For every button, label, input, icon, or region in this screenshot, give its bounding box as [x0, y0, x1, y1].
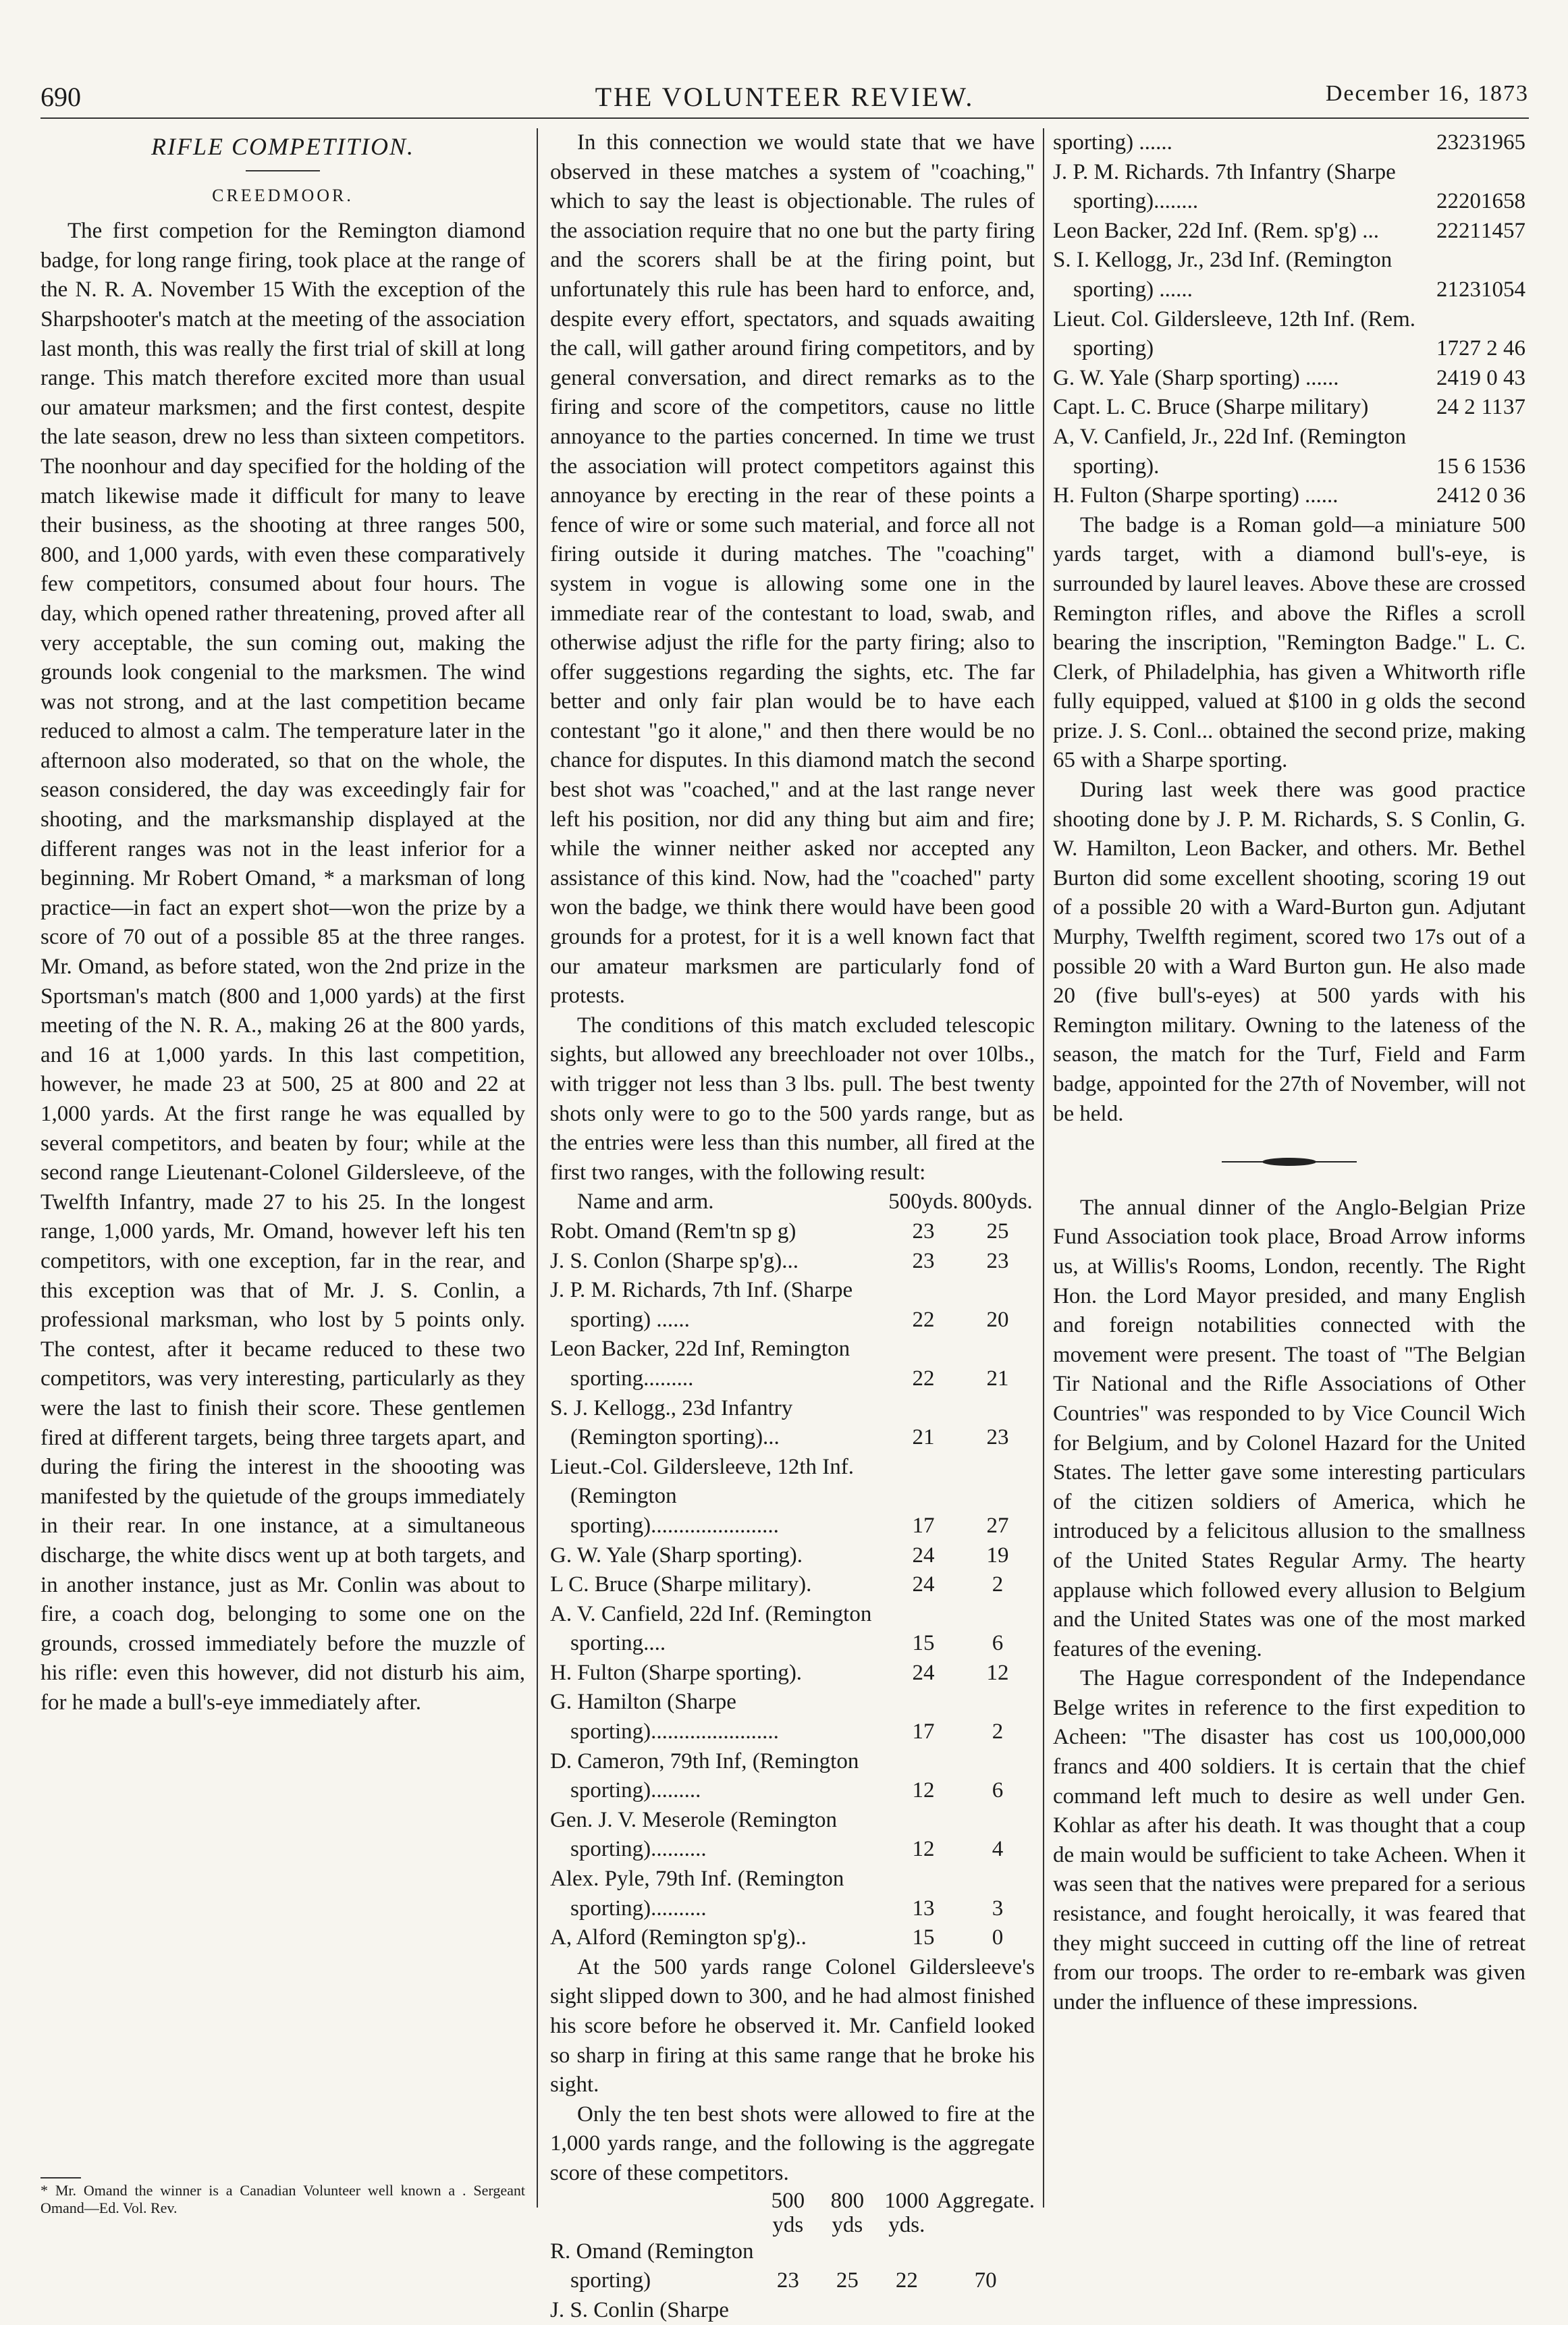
- score-cell: 70: [974, 2268, 997, 2293]
- score-cell: 0: [992, 1925, 1004, 1950]
- score-cell: 2: [992, 1572, 1004, 1597]
- score-cell: 3: [992, 1896, 1004, 1921]
- table-header-row: [550, 2189, 1035, 2237]
- table-row: [550, 1688, 1035, 1746]
- score-cell: 6: [992, 1631, 1004, 1656]
- score-cell: 24: [1436, 365, 1459, 390]
- score-cell: 12: [986, 1660, 1009, 1685]
- aggregate-score-table-continued: [1053, 128, 1525, 511]
- competitor-cell: [1053, 423, 1436, 481]
- competitor-cell: [1053, 128, 1436, 158]
- competitor-name: L C. Bruce (Sharpe military).: [550, 1572, 812, 1597]
- competitor-cell: [1053, 246, 1436, 304]
- competitor-name: Alex. Pyle, 79th Inf. (Remington sporting)..........: [550, 1867, 844, 1921]
- masthead: [40, 81, 1529, 122]
- score-cell: [758, 2296, 817, 2325]
- score-cell: 0: [1486, 365, 1498, 390]
- table-row: [550, 1453, 1035, 1541]
- score-cell: 20: [1459, 189, 1481, 214]
- article-paragraph: The annual dinner of the Anglo-Belgian Prize Fund Association took place, Broad Arrow informs us, at Willis's Rooms, London, recently. The Right Hon. the Lord Mayor presided, and many English and foreign notabilities connected with the movement were present. The toast of "The Belgian Tir National and the Rifle Associations of Other Countries" was responded to by Vice Council Wich for Belgium, and by Colonel Hazard for the United States. The letter gave some interesting particulars of the citizen soldiers of America, which he introduced by a felicitous allusion to the smallness of the United States Regular Army. The hearty applause which followed every allusion to Belgium and the United States was one of the most marked features of the evening.: [1053, 1195, 1525, 1661]
- section-subtitle: CREEDMOOR.: [212, 185, 354, 205]
- score-cell: 6: [992, 1778, 1004, 1803]
- score-cell: 2: [1486, 336, 1498, 361]
- score-cell: 54: [1503, 277, 1525, 302]
- score-cell: 4: [992, 1837, 1004, 1862]
- footnote-rule: [40, 2177, 81, 2179]
- table-header-cell: 800yds.: [963, 1190, 1033, 1214]
- score-cell: 23: [776, 2268, 799, 2293]
- competitor-name: Lieut.-Col. Gildersleeve, 12th Inf. (Remington sporting).......................: [550, 1454, 854, 1538]
- competitor-cell: [550, 1688, 886, 1746]
- table-header-cell: 800 yds: [830, 2188, 865, 2237]
- competitor-cell: [1053, 217, 1436, 246]
- score-cell: 21: [1459, 218, 1481, 243]
- score-cell: 46: [1503, 336, 1525, 361]
- table-header-cell: [550, 2189, 758, 2237]
- competitor-cell: [550, 1335, 886, 1393]
- table-header-cell: 500yds.: [888, 1190, 958, 1214]
- score-cell: 19: [986, 1543, 1009, 1568]
- article-paragraph: In this connection we would state that we have observed in these matches a system of "coaching," which to say the least is objectionable. The rules of the association require that no one but the party firing and the scorers shall be at the firing point, but unfortunately this rule has been hard to enforce, and, despite every effort, spectators, and squads awaiting the call, will gather around firing competitors, and by general conversation, and direct remarks as to the firing and score of the competitors, cause no little annoyance to the parties concerned. In time we trust the association will protect competitors against this annoyance by erecting in the rear of these points a fence of wire or some such material, and force all not firing outside it during matches. The "coaching" system in vogue is allowing some one in the immediate rear of the contestant to load, swab, and otherwise adjust the rifle for the party firing; also to offer suggestions regarding the sights, etc. The far better and only fair plan would be to have each contestant "go it alone," and then there would be no chance for disputes. In this diamond match the second best shot was "coached," and at the last range never left his position, nor did any thing but aim and fire; while the winner neither asked nor accepted any assistance of this kind. Now, had the "coached" party won the badge, we think there would have been good grounds for a protest, for it is a well known fact that our amateur marksmen are particularly fond of protests.: [550, 130, 1035, 1009]
- divider-ornament-icon: [1222, 1156, 1357, 1167]
- score-cell: 15: [1436, 454, 1459, 479]
- competitor-cell: [550, 1276, 886, 1335]
- score-cell: 24: [912, 1572, 935, 1597]
- competitor-cell: [1053, 393, 1436, 423]
- competitor-name: H. Fulton (Sharpe sporting) ......: [1053, 483, 1339, 508]
- score-cell: 22: [912, 1366, 935, 1391]
- table-header-row: [550, 1187, 1035, 1217]
- table-row: [1053, 481, 1525, 511]
- score-cell: 15: [1481, 454, 1503, 479]
- competitor-name: J. P. M. Richards. 7th Infantry (Sharpe sporting)........: [1053, 159, 1396, 214]
- column-1: [40, 128, 525, 2160]
- column-2: [550, 128, 1035, 2322]
- competitor-name: sporting) ......: [1053, 130, 1172, 155]
- competitor-name: Robt. Omand (Rem'tn sp g): [550, 1219, 796, 1244]
- score-cell: 2: [992, 1719, 1004, 1744]
- score-cell: 24: [912, 1543, 935, 1568]
- article-paragraph: The badge is a Roman gold—a miniature 500 yards target, with a diamond bull's-eye, is surrounded by laurel leaves. Above these are crossed Remington rifles, and above the Rifles a scroll bearing the inscription, "Remington Badge." L. C. Clerk, of Philadelphia, has given a Whitworth rifle fully equipped, valued at $100 in g olds the second prize. J. S. Conl... obtained the second prize, making 65 with a Sharpe sporting.: [1053, 512, 1525, 773]
- competitor-name: R. Omand (Remington sporting): [550, 2239, 754, 2293]
- table-row: [1053, 393, 1525, 423]
- table-row: [550, 1806, 1035, 1865]
- footnote: * Mr. Omand the winner is a Canadian Volunteer well known a . Sergeant Omand—Ed. Vol. Rev.: [40, 2182, 525, 2216]
- issue-date: December 16, 1873: [1325, 81, 1529, 106]
- competitor-cell: [1053, 481, 1436, 511]
- score-cell: 23: [1436, 130, 1459, 155]
- competitor-name: G. Hamilton (Sharpe sporting).......................: [550, 1690, 779, 1744]
- table-row: [550, 1659, 1035, 1688]
- score-cell: 23: [986, 1425, 1009, 1450]
- score-cell: 0: [1486, 483, 1498, 508]
- competitor-name: S. J. Kellogg., 23d Infantry (Remington sporting)...: [550, 1395, 793, 1450]
- score-cell: 36: [1503, 483, 1525, 508]
- table-row: [1053, 158, 1525, 217]
- competitor-cell: [550, 1747, 886, 1806]
- competitor-cell: [550, 1247, 886, 1277]
- score-cell: 6: [1464, 454, 1476, 479]
- score-cell: 27: [1459, 336, 1481, 361]
- publication-title: THE VOLUNTEER REVIEW.: [595, 82, 975, 112]
- competitor-name: G. W. Yale (Sharp sporting) ......: [1053, 365, 1339, 390]
- score-cell: 2: [1464, 395, 1476, 420]
- section-title: RIFLE COMPETITION.: [151, 133, 414, 160]
- score-cell: 25: [986, 1219, 1009, 1244]
- table-row: [550, 2237, 1035, 2296]
- competitor-name: A, Alford (Remington sp'g)..: [550, 1925, 807, 1950]
- score-cell: 20: [986, 1307, 1009, 1332]
- score-cell: 22: [1436, 218, 1459, 243]
- competitor-name: Leon Backer, 22d Inf. (Rem. sp'g) ...: [1053, 218, 1379, 243]
- table-row: [1053, 305, 1525, 364]
- masthead-rule: [40, 117, 1529, 119]
- column-rule-1: [537, 128, 538, 2208]
- score-cell: 37: [1503, 395, 1525, 420]
- article-paragraph: Only the ten best shots were allowed to fire at the 1,000 yards range, and the following is the aggregate score of these competitors.: [550, 2102, 1035, 2185]
- score-cell: 27: [986, 1513, 1009, 1538]
- competitor-cell: [1053, 305, 1436, 364]
- competitor-cell: [550, 1394, 886, 1453]
- score-cell: 12: [912, 1778, 935, 1803]
- competitor-name: J. S. Conlin (Sharpe: [550, 2297, 729, 2322]
- article-paragraph: The Hague correspondent of the Independance Belge writes in reference to the first expedition to Acheen: "The disaster has cost us 100,000,000 francs and 400 soldiers. It is certain that the chief command left much to desire as well under Gen. Kohlar as after his death. It was thought that a coup de main would be sufficient to take Acheen. When it was seen that the natives were prepared for a serious resistance, and fought heroically, it was feared that they might succeed in cutting off the line of retreat from our troops. The order to re-embark was given under the influence of these impressions.: [1053, 1666, 1525, 2014]
- table-row: [550, 1335, 1035, 1393]
- competitor-cell: [1053, 158, 1436, 217]
- competitor-cell: [550, 2237, 758, 2296]
- table-row: [1053, 217, 1525, 246]
- table-row: [550, 1600, 1035, 1659]
- score-cell: 24: [1436, 395, 1459, 420]
- table-row: [1053, 364, 1525, 394]
- score-cell: 17: [1436, 336, 1459, 361]
- score-cell: 43: [1503, 365, 1525, 390]
- title-rule: [246, 170, 320, 171]
- score-cell: 17: [912, 1513, 935, 1538]
- competitor-name: Lieut. Col. Gildersleeve, 12th Inf. (Rem. sporting): [1053, 306, 1416, 361]
- table-header-cell: Aggregate.: [936, 2188, 1035, 2213]
- score-cell: 17: [912, 1719, 935, 1744]
- competitor-cell: [550, 1865, 886, 1923]
- table-row: [550, 2296, 1035, 2325]
- competitor-cell: [1053, 364, 1436, 394]
- score-cell: 23: [1459, 277, 1481, 302]
- score-cell: 10: [1481, 277, 1503, 302]
- table-row: [1053, 423, 1525, 481]
- score-cell: 23: [986, 1248, 1009, 1273]
- page-number: 690: [40, 82, 81, 112]
- table-row: [1053, 246, 1525, 304]
- score-cell: 24: [1436, 483, 1459, 508]
- score-cell: 19: [1481, 130, 1503, 155]
- score-cell: 36: [1503, 454, 1525, 479]
- score-cell: 22: [1436, 189, 1459, 214]
- table-header-cell: 1000 yds.: [884, 2188, 929, 2237]
- table-row: [550, 1747, 1035, 1806]
- score-table-two-ranges: [550, 1187, 1035, 1952]
- score-cell: 22: [912, 1307, 935, 1332]
- aggregate-score-table: [550, 2189, 1035, 2325]
- score-cell: [936, 2296, 1035, 2325]
- competitor-cell: [550, 1923, 886, 1953]
- competitor-name: J. P. M. Richards, 7th Inf. (Sharpe sporting) ......: [550, 1278, 853, 1332]
- competitor-name: G. W. Yale (Sharp sporting).: [550, 1543, 803, 1568]
- competitor-cell: [550, 1453, 886, 1541]
- competitor-cell: [550, 1570, 886, 1600]
- competitor-name: Capt. L. C. Bruce (Sharpe military): [1053, 395, 1369, 420]
- score-cell: 24: [912, 1660, 935, 1685]
- competitor-cell: [550, 1541, 886, 1571]
- table-header-cell: Name and arm.: [577, 1190, 714, 1214]
- table-header-cell: 500 yds: [771, 2188, 805, 2237]
- score-cell: [817, 2296, 877, 2325]
- column-3: [1053, 128, 1525, 2208]
- table-row: [1053, 128, 1525, 158]
- article-paragraph: The first competion for the Remington diamond badge, for long range firing, took place at the range of the N. R. A. November 15 With the exception of the Sharpshooter's match at the meeting of the association last month, this was really the first trial of skill at long range. This match therefore excited more than usual our amateur marksmen; and the first contest, despite the late season, drew no less than sixteen competitors. The noonhour and day specified for the holding of the match likewise made it difficult for many to leave their business, as the shooting at three ranges 500, 800, and 1,000 yards, with even these comparatively few competitors, consumed about four hours. The day, which opened rather threatening, proved after all very acceptable, the sun coming out, making the grounds look congenial to the marksmen. The wind was not strong, and at the last competition became reduced to almost a calm. The temperature later in the afternoon also moderated, so that on the whole, the season considered, the day was exceedingly fair for shooting, and the marksmanship displayed at the different ranges was not in the least inferior for a beginning. Mr Robert Omand, * a marksman of long practice—in fact an expert shot—won the prize by a score of 70 out of a possible 85 at the three ranges. Mr. Omand, as before stated, won the 2nd prize in the Sportsman's match (800 and 1,000 yards) at the first meeting of the N. R. A., making 26 at the 800 yards, and 16 at 1,000 yards. In this last competition, however, he made 23 at 500, 25 at 800 and 22 at 1,000 yards. At the first range he was equalled by several competitors, and beaten by four; while at the second range Lieutenant-Colonel Gildersleeve, of the Twelfth Infantry, made 27 to his 25. In the longest range, 1,000 yards, Mr. Omand, however left his ten competitors, with one exception, far in the rear, and this exception was that of Mr. J. S. Conlin, a professional marksman, who lost by 5 points only. The contest, after it became reduced to these two competitors, was very interesting, particularly as they were the last to finish their score. These gentlemen fired at different targets, being three targets apart, and during the firing the interest in the shoooting was manifested by the quietude of the groups immediately in their rear. In one instance, at a simultaneous discharge, the white discs went up at both targets, and in another instance, just as Mr. Conlin was about to fire, a coach dog, belonging to some one on the grounds, crossed immediately before the muzzle of his rifle: even this however, did not disturb his aim, for he made a bull's-eye immediately after.: [40, 219, 525, 1715]
- score-cell: 12: [912, 1837, 935, 1862]
- table-row: [550, 1923, 1035, 1953]
- score-cell: 16: [1481, 189, 1503, 214]
- competitor-name: S. I. Kellogg, Jr., 23d Inf. (Remington sporting) ......: [1053, 248, 1393, 302]
- score-cell: 57: [1503, 218, 1525, 243]
- score-cell: 14: [1481, 218, 1503, 243]
- score-cell: 23: [1459, 130, 1481, 155]
- table-row: [550, 1247, 1035, 1277]
- score-cell: 19: [1459, 365, 1481, 390]
- competitor-name: Gen. J. V. Meserole (Remington sporting)..........: [550, 1807, 837, 1862]
- table-row: [550, 1217, 1035, 1247]
- score-cell: 23: [912, 1219, 935, 1244]
- competitor-cell: [550, 1806, 886, 1865]
- column-rule-2: [1043, 128, 1044, 2208]
- article-paragraph: During last week there was good practice shooting done by J. P. M. Richards, S. S Conlin, G. W. Hamilton, Leon Backer, and others. Mr. Bethel Burton did some excellent shooting, scoring 19 out of a possible 20 with a Ward-Burton gun. Adjutant Murphy, Twelfth regiment, scored two 17s out of a possible 20 with a Ward Burton gun. He also made 20 (five bull's-eyes) at 500 yards with his Remington military. Owning to the lateness of the season, the match for the Turf, Field and Farm badge, appointed for the 27th of November, will not be held.: [1053, 778, 1525, 1126]
- score-cell: 22: [895, 2268, 918, 2293]
- score-cell: 21: [912, 1425, 935, 1450]
- score-cell: 15: [912, 1925, 935, 1950]
- score-cell: 21: [986, 1366, 1009, 1391]
- score-cell: 25: [836, 2268, 859, 2293]
- score-cell: 13: [912, 1896, 935, 1921]
- score-cell: 15: [912, 1631, 935, 1656]
- score-cell: 65: [1503, 130, 1525, 155]
- competitor-name: J. S. Conlon (Sharpe sp'g)...: [550, 1248, 799, 1273]
- ornamental-divider: [1053, 1146, 1525, 1176]
- article-paragraph: At the 500 yards range Colonel Gildersleeve's sight slipped down to 300, and he had almost finished his score before he observed it. Mr. Canfield looked so sharp in firing at this same range that he broke his sight.: [550, 1954, 1035, 2097]
- score-cell: 23: [912, 1248, 935, 1273]
- table-row: [550, 1394, 1035, 1453]
- score-cell: [877, 2296, 936, 2325]
- competitor-cell: [550, 1217, 886, 1247]
- competitor-cell: [550, 1600, 886, 1659]
- competitor-cell: [550, 1659, 886, 1688]
- competitor-name: A, V. Canfield, Jr., 22d Inf. (Remington sporting).: [1053, 424, 1407, 479]
- competitor-cell: [550, 2296, 758, 2325]
- table-row: [550, 1541, 1035, 1571]
- score-cell: 58: [1503, 189, 1525, 214]
- article-paragraph: The conditions of this match excluded telescopic sights, but allowed any breechloader not over 10lbs., with trigger not less than 3 lbs. pull. The best twenty shots only were to go to the 500 yards range, but as the entries were less than this number, all fired at the first two ranges, with the following result:: [550, 1013, 1035, 1185]
- competitor-name: D. Cameron, 79th Inf, (Remington sporting).........: [550, 1748, 859, 1803]
- table-row: [550, 1865, 1035, 1923]
- competitor-name: H. Fulton (Sharpe sporting).: [550, 1660, 803, 1685]
- competitor-name: Leon Backer, 22d Inf, Remington sporting.........: [550, 1337, 850, 1391]
- score-cell: 11: [1481, 395, 1503, 420]
- score-cell: 21: [1436, 277, 1459, 302]
- table-row: [550, 1570, 1035, 1600]
- competitor-name: A. V. Canfield, 22d Inf. (Remington sporting....: [550, 1601, 872, 1656]
- table-row: [550, 1276, 1035, 1335]
- score-cell: 12: [1459, 483, 1481, 508]
